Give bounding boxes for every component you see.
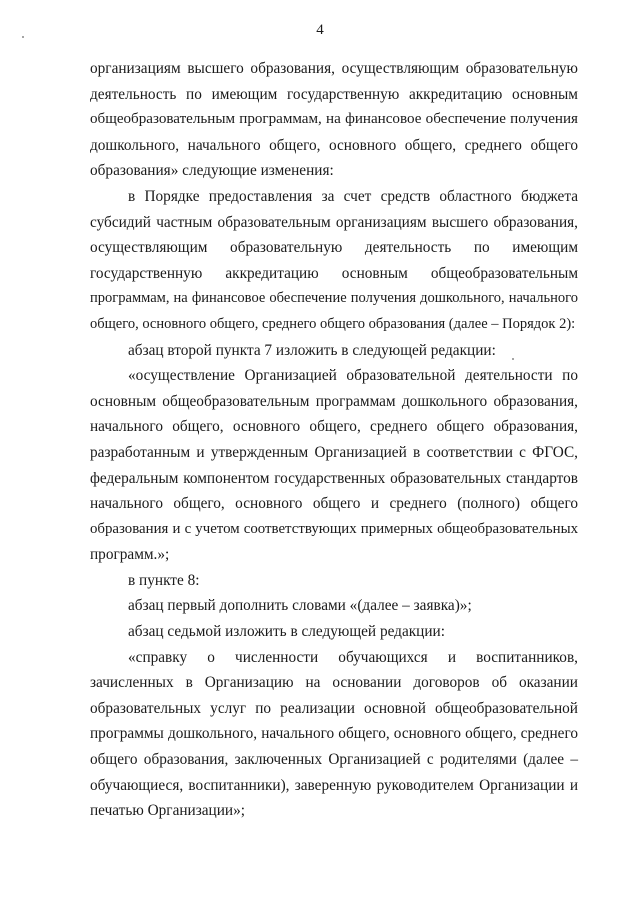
paragraph-procedure-2	[90, 184, 578, 338]
text-line: дошкольного, начального общего, основного общего, среднего общего	[90, 136, 578, 154]
scan-speck	[22, 36, 24, 38]
text-line: деятельность по имеющим государственную аккредитацию основным	[90, 85, 578, 103]
paragraph-item-7	[90, 338, 578, 364]
text-line: в пункте 8:	[128, 571, 200, 589]
text-line: осуществляющим образовательную деятельность по имеющим	[90, 239, 578, 257]
text-line: образовательных услуг по реализации основной общеобразовательной	[90, 699, 578, 717]
text-line: начального общего, основного общего и среднего (полного) общего	[90, 495, 578, 513]
text-line: образования» следующие изменения:	[90, 162, 334, 180]
text-line: основным общеобразовательным программам дошкольного образования,	[90, 392, 578, 410]
text-line: «осуществление Организацией образовательной деятельности по	[128, 367, 578, 385]
text-line: абзац первый дополнить словами «(далее – заявка)»;	[128, 597, 472, 615]
text-line: субсидий частным образовательным организациям высшего образования,	[90, 213, 578, 231]
document-body	[90, 56, 578, 824]
text-line: общеобразовательным программам, на финансовое обеспечение получения	[90, 111, 578, 128]
text-line: абзац второй пункта 7 изложить в следующей редакции:	[128, 341, 496, 359]
text-line: зачисленных в Организацию на основании договоров об оказании	[90, 674, 578, 692]
text-line: «справку о численности обучающихся и воспитанников,	[128, 648, 578, 666]
text-line: абзац седьмой изложить в следующей редакции:	[128, 623, 445, 641]
text-line: организациям высшего образования, осуществляющим образовательную	[90, 60, 578, 77]
text-line: образования и с учетом соответствующих примерных общеобразовательных	[90, 520, 578, 537]
text-line: программы дошкольного, начального общего, основного общего, среднего	[90, 725, 578, 743]
text-line: обучающиеся, воспитанники), заверенную руководителем Организации и	[90, 776, 578, 794]
text-line: общего, основного общего, среднего общего образования (далее – Порядок 2):	[90, 315, 576, 332]
paragraph-certificate-text	[90, 645, 578, 824]
text-line: общего образования, заключенных Организацией с родителями (далее –	[90, 751, 578, 769]
text-line: федеральным компонентом государственных образовательных стандартов	[90, 469, 578, 487]
page-number: 4	[316, 22, 324, 38]
text-line: в Порядке предоставления за счет средств областного бюджета	[128, 187, 578, 205]
paragraph-item-8	[90, 568, 578, 594]
text-line: разработанным и утвержденным Организацией в соответствии с ФГОС,	[90, 443, 578, 461]
text-line: начального общего, основного общего, среднего общего образования,	[90, 418, 578, 436]
paragraph-item-8-seventh	[90, 619, 578, 645]
text-line: печатью Организации»;	[90, 802, 246, 820]
paragraph-intro-continuation	[90, 56, 578, 184]
text-line: программам, на финансовое обеспечение получения дошкольного, начального	[90, 290, 578, 307]
paragraph-item-7-text	[90, 363, 578, 568]
paragraph-item-8-first	[90, 593, 578, 619]
text-line: программ.»;	[90, 546, 170, 564]
text-line: государственную аккредитацию основным общеобразовательным	[90, 264, 578, 282]
